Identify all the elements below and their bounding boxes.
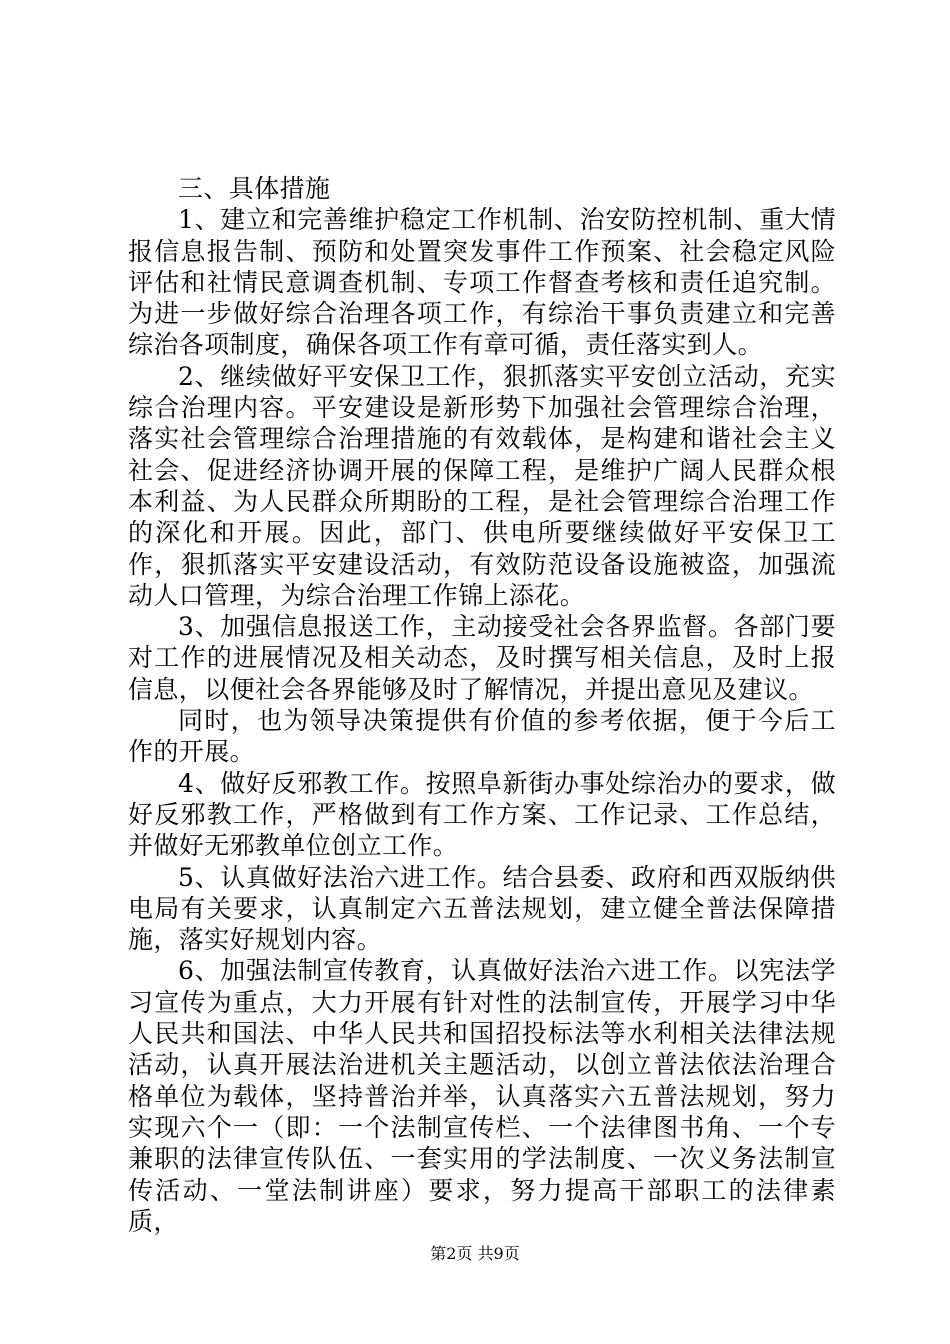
paragraph-measure-1: 1、建立和完善维护稳定工作机制、治安防控机制、重大情报信息报告制、预防和处置突发事件工作预案、社会稳定风险评估和社情民意调查机制、专项工作督查考核和责任追究制。为进一步做好综合治理各项工作，有综治干事负责建立和完善综治各项制度，确保各项工作有章可循，责任落实到人。 bbox=[128, 205, 836, 360]
paragraph-measure-5: 5、认真做好法治六进工作。结合县委、政府和西双版纳供电局有关要求，认真制定六五普法规划，建立健全普法保障措施，落实好规划内容。 bbox=[128, 862, 836, 955]
paragraph-continuation: 同时，也为领导决策提供有价值的参考依据，便于今后工作的开展。 bbox=[128, 706, 836, 767]
page-number-footer: 第2页 共9页 bbox=[430, 1244, 520, 1263]
document-body bbox=[128, 173, 836, 1237]
paragraph-measure-4: 4、做好反邪教工作。按照阜新街办事处综治办的要求，做好反邪教工作，严格做到有工作方案、工作记录、工作总结，并做好无邪教单位创立工作。 bbox=[128, 768, 836, 861]
paragraph-measure-2: 2、继续做好平安保卫工作，狠抓落实平安创立活动，充实综合治理内容。平安建设是新形势下加强社会管理综合治理，落实社会管理综合治理措施的有效载体，是构建和谐社会主义社会、促进经济协调开展的保障工程，是维护广阔人民群众根本利益、为人民群众所期盼的工程，是社会管理综合治理工作的深化和开展。因此，部门、供电所要继续做好平安保卫工作，狠抓落实平安建设活动，有效防范设备设施被盗，加强流动人口管理，为综合治理工作锦上添花。 bbox=[128, 361, 836, 610]
paragraph-measure-3: 3、加强信息报送工作，主动接受社会各界监督。各部门要对工作的进展情况及相关动态，及时撰写相关信息，及时上报信息，以便社会各界能够及时了解情况，并提出意见及建议。 bbox=[128, 612, 836, 704]
section-heading: 三、具体措施 bbox=[178, 174, 331, 203]
paragraph-measure-6: 6、加强法制宣传教育，认真做好法治六进工作。以宪法学习宣传为重点，大力开展有针对性的法制宣传，开展学习中华人民共和国法、中华人民共和国招投标法等水利相关法律法规活动，认真开展法治进机关主题活动，以创立普法依法治理合格单位为载体，坚持普治并举，认真落实六五普法规划，努力实现六个一（即：一个法制宣传栏、一个法律图书角、一个专兼职的法律宣传队伍、一套实用的学法制度、一次义务法制宣传活动、一堂法制讲座）要求，努力提高干部职工的法律素质， bbox=[128, 956, 836, 1236]
